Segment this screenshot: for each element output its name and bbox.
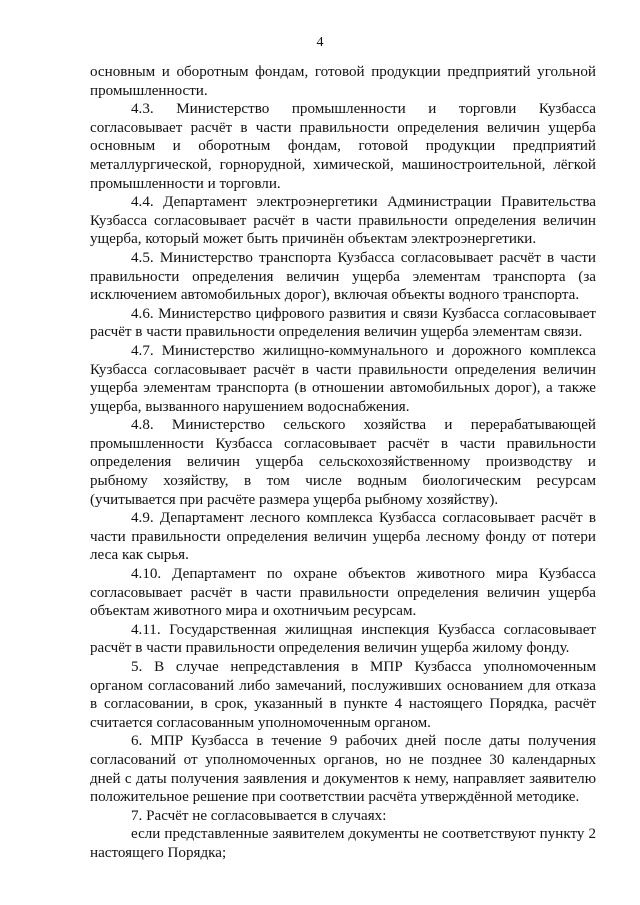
paragraph-4-6: 4.6. Министерство цифрового развития и связи Кузбасса согласовывает расчёт в части правильности определения величин ущерба элементам связи. — [90, 305, 596, 341]
paragraph-4-8: 4.8. Министерство сельского хозяйства и перерабатывающей промышленности Кузбасса согласовывает расчёт в части правильности определения величин ущерба сельскохозяйственному производству и рыбному хозяйству, в том числе водным биологическим ресурсам (учитывается при расчёте размера ущерба рыбному хозяйству). — [90, 417, 596, 508]
paragraph-4-3: 4.3. Министерство промышленности и торговли Кузбасса согласовывает расчёт в части правильности определения величин ущерба основным и оборотным фондам, готовой продукции предприятий металлургической, горнорудной, химической, машиностроительной, лёгкой промышленности и торговли. — [90, 101, 596, 192]
paragraph-4-7: 4.7. Министерство жилищно-коммунального и дорожного комплекса Кузбасса согласовывает расчёт в части правильности определения величин ущерба элементам транспорта (в отношении автомобильных дорог), а также ущерба, вызванного нарушением водоснабжения. — [90, 342, 596, 415]
paragraph-4-11: 4.11. Государственная жилищная инспекция Кузбасса согласовывает расчёт в части правильности определения величин ущерба жилому фонду. — [90, 621, 596, 657]
page-number: 4 — [316, 35, 324, 50]
paragraph-5: 5. В случае непредставления в МПР Кузбасса уполномоченным органом согласований либо замечаний, послуживших основанием для отказа в согласовании, в срок, указанный в пункте 4 настоящего Порядка, расчёт считается согласованным уполномоченным органом. — [90, 659, 596, 731]
paragraph-6: 6. МПР Кузбасса в течение 9 рабочих дней после даты получения согласований от уполномоченных органов, но не позднее 30 календарных дней с даты получения заявления и документов к нему, направляет заявителю положительное решение при соответствии расчёта утверждённой методике. — [90, 733, 596, 806]
paragraph-7-case-1: если представленные заявителем документы не соответствуют пункту 2 настоящего Порядка; — [90, 826, 596, 861]
document-body — [90, 63, 596, 863]
paragraph-4-4: 4.4. Департамент электроэнергетики Администрации Правительства Кузбасса согласовывает расчёт в части правильности определения величин ущерба, который может быть причинён объектам электроэнергетики. — [90, 194, 596, 248]
paragraph-continuation: основным и оборотным фондам, готовой продукции предприятий угольной промышленности. — [90, 64, 596, 99]
paragraph-4-10: 4.10. Департамент по охране объектов животного мира Кузбасса согласовывает расчёт в части правильности определения величин ущерба объектам животного мира и охотничьим ресурсам. — [90, 566, 596, 620]
paragraph-4-5: 4.5. Министерство транспорта Кузбасса согласовывает расчёт в части правильности определения величин ущерба элементам транспорта (за исключением автомобильных дорог), включая объекты водного транспорта. — [90, 249, 596, 304]
paragraph-7: 7. Расчёт не согласовывается в случаях: — [131, 807, 387, 824]
paragraph-4-9: 4.9. Департамент лесного комплекса Кузбасса согласовывает расчёт в части правильности определения величин ущерба лесному фонду от потери леса как сырья. — [90, 510, 596, 564]
